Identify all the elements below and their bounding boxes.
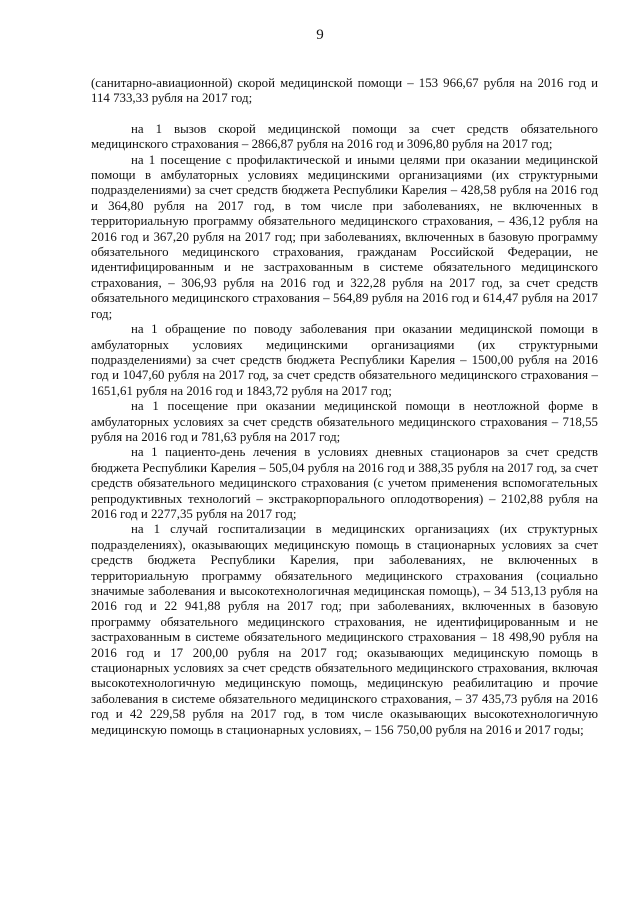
paragraph-preventive-visit: на 1 посещение с профилактической и иными целями при оказании медицинской помощи в амбулаторных условиях медицинскими организациями (их структурными подразделениями) за счет средств бюджета Республики Карелия – 428,58 рубля на 2016 год и 364,80 рубля на 2017 год, в том числе при заболеваниях, не включенных в территориальную программу обязательного медицинского страхования, – 436,12 рубля на 2016 год и 367,20 рубля на 2017 год; при заболеваниях, включенных в базовую программу обязательного медицинского страхования, гражданам Российской Федерации, не идентифицированным и не застрахованным в системе обязательного медицинского страхования, – 306,93 рубля на 2016 год и 322,28 рубля на 2017 год, за счет средств обязательного медицинского страхования – 564,89 рубля на 2016 год и 614,47 рубля на 2017 год; [91,152,598,321]
paragraph-urgent-visit: на 1 посещение при оказании медицинской помощи в неотложной форме в амбулаторных условиях за счет средств обязательного медицинского страхования – 718,55 рубля на 2016 год и 781,63 рубля на 2017 год; [91,399,598,444]
paragraph-disease-appeal: на 1 обращение по поводу заболевания при оказании медицинской помощи в амбулаторных условиях медицинскими организациями (их структурными подразделениями) за счет средств бюджета Республики Карелия – 1500,00 рубля на 2016 год и 1047,60 рубля на 2017 год, за счет средств обязательного медицинского страхования – 1651,61 рубля на 2016 год и 1843,72 рубля на 2017 год; [91,322,598,398]
paragraph-day-hospital: на 1 пациенто-день лечения в условиях дневных стационаров за счет средств бюджета Республики Карелия – 505,04 рубля на 2016 год и 388,35 рубля на 2017 год, за счет средств обязательного медицинского страхования (с учетом применения вспомогательных репродуктивных технологий – экстракорпорального оплодотворения) – 2102,88 рубля на 2016 год и 2277,35 рубля на 2017 год; [91,445,598,521]
document-body [91,76,598,738]
page-number: 9 [316,27,324,43]
paragraph-hospitalization: на 1 случай госпитализации в медицинских организациях (их структурных подразделениях), оказывающих медицинскую помощь в стационарных условиях за счет средств бюджета Республики Карелия, при заболеваниях, не включенных в территориальную программу обязательного медицинского страхования (социально значимые заболевания и высокотехнологичная медицинская помощь), – 34 513,13 рубля на 2016 год и 22 941,88 рубля на 2017 год; при заболеваниях, включенных в базовую программу обязательного медицинского страхования, не идентифицированным и не застрахованным в системе обязательного медицинского страхования – 18 498,90 рубля на 2016 год и 17 200,00 рубля на 2017 год; оказывающих медицинскую помощь в стационарных условиях за счет средств обязательного медицинского страхования, включая высокотехнологичную медицинскую помощь, медицинскую реабилитацию и прочие заболевания в системе обязательного медицинского страхования, – 37 435,73 рубля на 2016 год и 42 229,58 рубля на 2017 год, в том числе оказывающих высокотехнологичную медицинскую помощь в стационарных условиях, – 156 750,00 рубля на 2016 и 2017 годы; [91,522,598,737]
paragraph-ambulance-call: на 1 вызов скорой медицинской помощи за счет средств обязательного медицинского страхования – 2866,87 рубля на 2016 год и 3096,80 рубля на 2017 год; [91,121,598,152]
paragraph-continuation: (санитарно-авиационной) скорой медицинской помощи – 153 966,67 рубля на 2016 год и 114 733,33 рубля на 2017 год; [91,76,598,106]
